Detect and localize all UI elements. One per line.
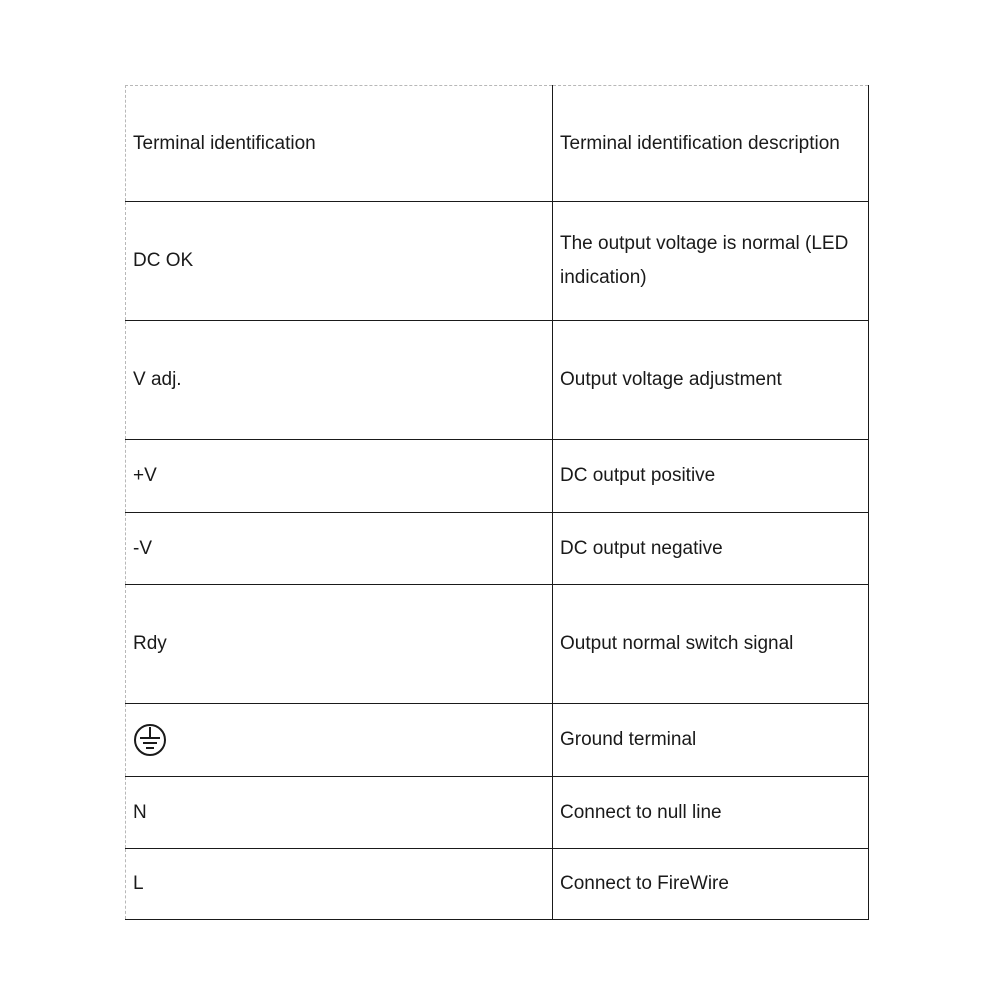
- terminal-id-cell: +V: [126, 440, 553, 513]
- header-cell-description: Terminal identification description: [553, 86, 869, 202]
- terminal-description-cell: Output voltage adjustment: [553, 321, 869, 440]
- table-header-row: [126, 86, 869, 202]
- ground-symbol-icon: [133, 723, 167, 757]
- table-row: [126, 849, 869, 920]
- terminal-description-cell: Ground terminal: [553, 704, 869, 777]
- terminal-id-cell: DC OK: [126, 202, 553, 321]
- table-row: [126, 202, 869, 321]
- terminal-id-cell: [126, 704, 553, 777]
- terminal-id-cell: V adj.: [126, 321, 553, 440]
- table-row: [126, 513, 869, 585]
- terminal-description-cell: Connect to FireWire: [553, 849, 869, 920]
- terminal-description-cell: Output normal switch signal: [553, 585, 869, 704]
- terminal-id-cell: Rdy: [126, 585, 553, 704]
- terminal-id-cell: L: [126, 849, 553, 920]
- terminal-description-cell: DC output negative: [553, 513, 869, 585]
- terminal-description-cell: Connect to null line: [553, 777, 869, 849]
- terminal-table: [125, 85, 869, 920]
- table-row: [126, 321, 869, 440]
- header-cell-id: Terminal identification: [126, 86, 553, 202]
- terminal-description-cell: DC output positive: [553, 440, 869, 513]
- table-row: [126, 585, 869, 704]
- terminal-id-cell: -V: [126, 513, 553, 585]
- terminal-description-cell: The output voltage is normal (LED indication): [553, 202, 869, 321]
- table-row: [126, 704, 869, 777]
- terminal-id-cell: N: [126, 777, 553, 849]
- table-row: [126, 440, 869, 513]
- table-row: [126, 777, 869, 849]
